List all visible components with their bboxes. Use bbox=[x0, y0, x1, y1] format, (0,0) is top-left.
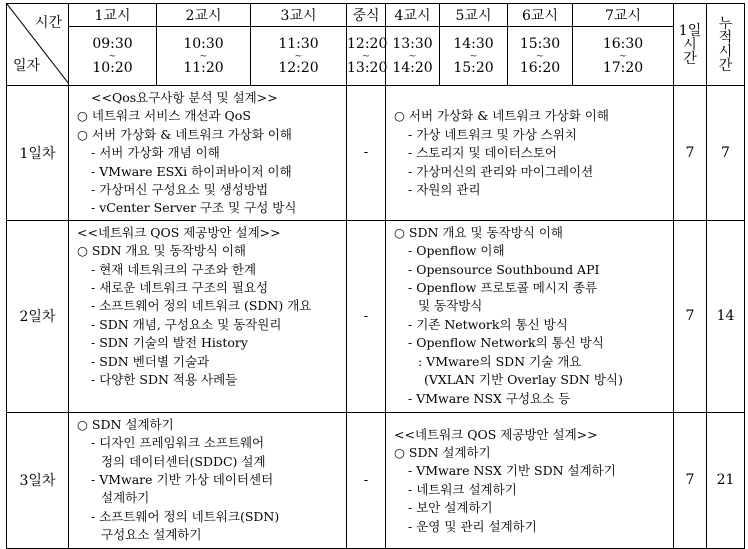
lunch-cell: - bbox=[347, 86, 386, 221]
content-line: - 가상머신의 관리와 마이그레이션 bbox=[408, 163, 594, 179]
content-line: ○ SDN 개요 및 동작방식 이해 bbox=[77, 243, 246, 259]
content-line: - 가상 네트워크 및 가상 스위치 bbox=[408, 126, 577, 142]
period-header: 2교시 bbox=[157, 4, 251, 27]
content-line: - SDN 기술의 발전 History bbox=[91, 335, 248, 351]
content-line: - Openflow 프로토콜 메시지 종류 bbox=[408, 280, 598, 296]
time-slot: 10:30 ~ 11:20 bbox=[157, 27, 251, 86]
content-line: - Opensource Southbound API bbox=[408, 261, 600, 277]
cumulative-hours-header: 누 적 시 간 bbox=[707, 4, 745, 86]
corner-cell bbox=[7, 4, 69, 86]
content-line: <<네트워크 QOS 제공방안 설계>> bbox=[394, 426, 598, 442]
content-line: (VXLAN 기반 Overlay SDN 방식) bbox=[424, 372, 623, 388]
content-line: - 소프트웨어 정의 네트워크 (SDN) 개요 bbox=[91, 298, 312, 314]
content-line: ○ SDN 개요 및 동작방식 이해 bbox=[394, 224, 563, 240]
daily-hours: 7 bbox=[674, 220, 707, 412]
content-line: - 새로운 네트워크 구조의 필요성 bbox=[91, 280, 269, 296]
daily-hours: 7 bbox=[674, 412, 707, 548]
daily-hours-header: 1일 시 간 bbox=[674, 4, 707, 86]
content-line: <<네트워크 QOS 제공방안 설계>> bbox=[77, 224, 281, 240]
cumulative-hours: 21 bbox=[707, 412, 745, 548]
content-line: - 서버 가상화 개념 이해 bbox=[91, 145, 220, 161]
table-row bbox=[7, 86, 745, 221]
cumulative-hours: 14 bbox=[707, 220, 745, 412]
content-line: 정의 데이터센터(SDDC) 설계 bbox=[101, 453, 266, 469]
content-line: - VMware ESXi 하이퍼바이저 이해 bbox=[91, 163, 292, 179]
content-line: - 스토리지 및 데이터스토어 bbox=[408, 145, 557, 161]
content-line: 설계하기 bbox=[101, 490, 150, 506]
time-slot: 15:30 ~ 16:20 bbox=[508, 27, 573, 86]
content-line: - VMware 기반 가상 데이터센터 bbox=[91, 472, 274, 488]
content-line: - 네트워크 설계하기 bbox=[408, 481, 517, 497]
time-slot-lunch: 12:20 ~ 13:20 bbox=[347, 27, 386, 86]
content-line: - 보안 설계하기 bbox=[408, 500, 493, 516]
content-line: - 운영 및 관리 설계하기 bbox=[408, 518, 537, 534]
time-slot: 11:30 ~ 12:20 bbox=[251, 27, 347, 86]
content-line: - 다양한 SDN 적용 사례들 bbox=[91, 372, 238, 388]
cumulative-hours: 7 bbox=[707, 86, 745, 221]
period-header-lunch: 중식 bbox=[347, 4, 386, 27]
morning-content bbox=[69, 86, 347, 221]
corner-label-time: 시간 bbox=[34, 15, 62, 31]
content-line: - VMware NSX 구성요소 등 bbox=[408, 390, 571, 406]
table-row bbox=[7, 220, 745, 412]
daily-hours: 7 bbox=[674, 86, 707, 221]
content-line: <<Qos요구사항 분석 및 설계>> bbox=[91, 90, 278, 105]
lunch-cell: - bbox=[347, 412, 386, 548]
content-line: - vCenter Server 구조 및 구성 방식 bbox=[91, 200, 297, 216]
period-header: 7교시 bbox=[573, 4, 674, 27]
schedule-table bbox=[6, 3, 745, 549]
time-slot: 14:30 ~ 15:20 bbox=[440, 27, 508, 86]
day-label: 1일차 bbox=[7, 86, 69, 221]
content-line: - 소프트웨어 정의 네트워크(SDN) bbox=[91, 508, 280, 524]
content-line: - Openflow 이해 bbox=[408, 243, 505, 259]
morning-content bbox=[69, 412, 347, 548]
day-label: 3일차 bbox=[7, 412, 69, 548]
period-header: 5교시 bbox=[440, 4, 508, 27]
content-line: - Openflow Network의 통신 방식 bbox=[408, 335, 604, 351]
period-header: 3교시 bbox=[251, 4, 347, 27]
content-line: ○ SDN 설계하기 bbox=[77, 416, 174, 432]
time-slot: 13:30 ~ 14:20 bbox=[386, 27, 440, 86]
period-header: 4교시 bbox=[386, 4, 440, 27]
content-line: ○ 네트워크 서비스 개선과 QoS bbox=[77, 108, 251, 124]
content-line: - 기존 Network의 통신 방식 bbox=[408, 316, 568, 332]
content-line: - 현재 네트워크의 구조와 한계 bbox=[91, 261, 257, 277]
period-header: 1교시 bbox=[69, 4, 157, 27]
time-slot: 09:30 ~ 10:20 bbox=[69, 27, 157, 86]
afternoon-content bbox=[386, 220, 674, 412]
afternoon-content bbox=[386, 86, 674, 221]
content-line: - SDN 벤더별 기술과 bbox=[91, 353, 210, 369]
lunch-cell: - bbox=[347, 220, 386, 412]
table-row bbox=[7, 412, 745, 548]
morning-content bbox=[69, 220, 347, 412]
content-line: : VMware의 SDN 기술 개요 bbox=[418, 353, 582, 369]
content-line: ○ 서버 가상화 & 네트워크 가상화 이해 bbox=[77, 126, 292, 142]
period-header: 6교시 bbox=[508, 4, 573, 27]
content-line: - SDN 개념, 구성요소 및 동작원리 bbox=[91, 316, 282, 332]
content-line: - 디자인 프레임워크 소프트웨어 bbox=[91, 435, 265, 451]
content-line: ○ 서버 가상화 & 네트워크 가상화 이해 bbox=[394, 108, 609, 124]
content-line: 및 동작방식 bbox=[418, 298, 483, 314]
time-slot: 16:30 ~ 17:20 bbox=[573, 27, 674, 86]
afternoon-content bbox=[386, 412, 674, 548]
day-label: 2일차 bbox=[7, 220, 69, 412]
corner-label-date: 일자 bbox=[13, 58, 41, 74]
content-line: - 자원의 관리 bbox=[408, 182, 481, 198]
content-line: - VMware NSX 기반 SDN 설계하기 bbox=[408, 463, 616, 479]
content-line: - 가상머신 구성요소 및 생성방법 bbox=[91, 182, 269, 198]
content-line: ○ SDN 설계하기 bbox=[394, 445, 491, 461]
content-line: 구성요소 설계하기 bbox=[101, 527, 202, 543]
